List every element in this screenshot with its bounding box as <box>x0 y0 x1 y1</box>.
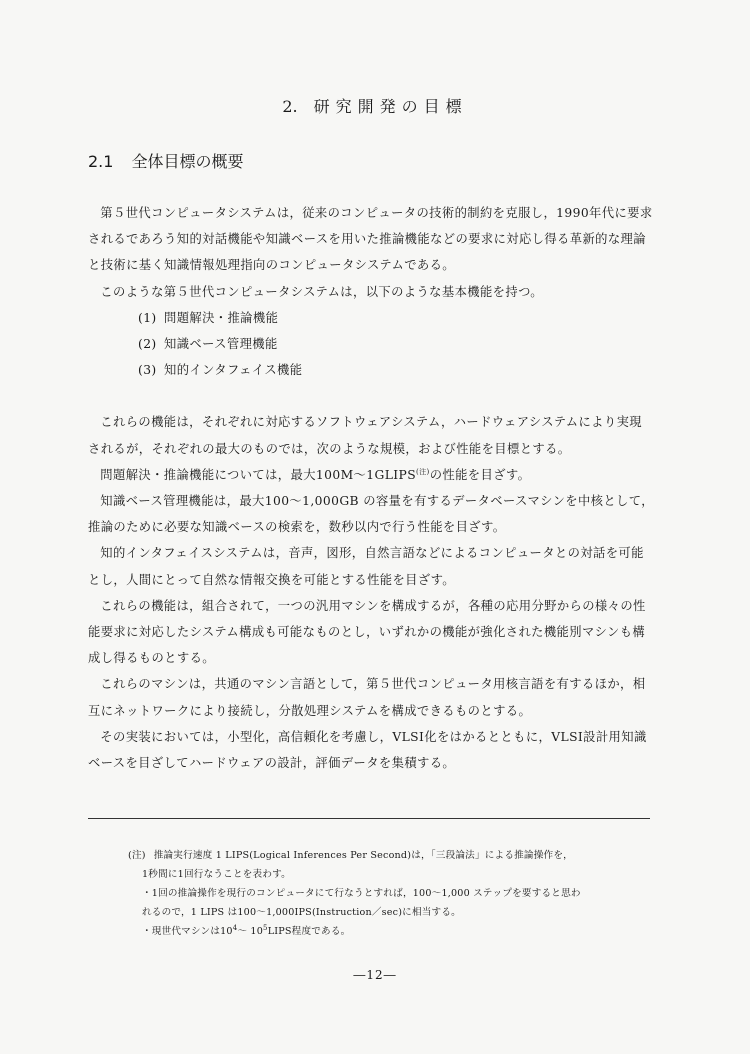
footnote-ref: (注) <box>416 467 430 476</box>
inference-goal-tail: の性能を目ざす。 <box>429 467 531 482</box>
footnote-divider <box>88 818 650 819</box>
paragraph-network: これらのマシンは，共通のマシン言語として，第５世代コンピュータ用核言語を有するほか，相互にネットワークにより接続し，分散処理システムを構成できるものとする。 <box>88 677 646 718</box>
chapter-number: 2. <box>282 97 298 116</box>
paragraph-implementation: その実装においては，小型化，高信頼化を考慮し，VLSI化をはかるとともに，VLSI設計用知識ベースを目ざしてハードウェアの設計，評価データを集積する。 <box>88 729 647 771</box>
list-item <box>88 305 654 331</box>
list-item-text: 問題解決・推論機能 <box>164 310 279 325</box>
section-heading <box>88 149 243 172</box>
footnote-text: ～ 10 <box>237 926 264 937</box>
paragraph-functions-lead: このような第５世代コンピュータシステムは，以下のような基本機能を持つ。 <box>100 284 543 299</box>
page-number: ―12― <box>353 968 397 982</box>
footnote-line: れるので，1 LIPS は100～1,000IPS(Instruction／sec)に相当する。 <box>142 907 461 918</box>
chapter-title <box>0 94 750 117</box>
paragraph-combination: これらの機能は，組合されて，一つの汎用マシンを構成するが，各種の応用分野からの様々の性能要求に対応したシステム構成も可能なものとし，いずれかの機能が強化された機能別マシンも構成し得るものとする。 <box>88 598 646 666</box>
paragraph-inference-goal <box>88 462 654 488</box>
footnote-mark: (注) <box>128 850 146 861</box>
footnote-line: ・1回の推論操作を現行のコンピュータにて行なうとすれば，100～1,000 ステップを要すると思わ <box>142 888 581 899</box>
paragraph-interface: 知的インタフェイスシステムは，音声，図形，自然言語などによるコンピュータとの対話を可能とし，人間にとって自然な情報交換を可能とする性能を目ざす。 <box>88 546 644 587</box>
footnote-text: 推論実行速度 1 LIPS(Logical Inferences Per Second)は，「三段論法」による推論操作を， <box>153 850 573 861</box>
footnote-line <box>128 922 648 941</box>
footnote <box>128 846 648 941</box>
paragraph-knowledge-base: 知識ベース管理機能は，最大100～1,000GB の容量を有するデータベースマシンを中核として，推論のために必要な知識ベースの検索を，数秒以内で行う性能を目ざす。 <box>88 494 654 535</box>
function-list <box>88 305 654 384</box>
footnote-text: LIPS程度である。 <box>267 926 351 937</box>
paragraph-gap <box>88 383 654 409</box>
list-item-index: (2) <box>138 337 157 352</box>
exponent: 5 <box>263 923 268 932</box>
body-text <box>88 200 654 776</box>
paragraph-intro: 第５世代コンピュータシステムは，従来のコンピュータの技術的制約を克服し，1990年代に要求されるであろう知的対話機能や知識ベースを用いた推論機能などの要求に対応し得る革新的な理論と技術に基く知識情報処理指向のコンピュータシステムである。 <box>88 206 653 273</box>
footnote-text: ・現世代マシンは10 <box>142 926 233 937</box>
list-item <box>88 331 654 357</box>
section-title-text: 全体目標の概要 <box>131 152 244 171</box>
list-item-index: (1) <box>138 310 157 325</box>
list-item-text: 知識ベース管理機能 <box>164 337 278 352</box>
exponent: 4 <box>232 923 238 932</box>
paragraph-scale: これらの機能は，それぞれに対応するソフトウェアシステム，ハードウェアシステムにより実現されるが，それぞれの最大のものでは，次のような規模，および性能を目標とする。 <box>88 415 642 456</box>
list-item-index: (3) <box>138 363 157 378</box>
inference-goal-text: 問題解決・推論機能については，最大100M～1GLIPS <box>100 467 417 482</box>
list-item <box>88 357 654 383</box>
list-item-text: 知的インタフェイス機能 <box>164 363 303 378</box>
section-number: 2.1 <box>88 152 114 171</box>
footnote-line: 1秒間に1回行なうことを表わす。 <box>142 869 291 880</box>
footnote-line <box>128 846 648 865</box>
chapter-title-text: 研究開発の目標 <box>313 97 468 116</box>
